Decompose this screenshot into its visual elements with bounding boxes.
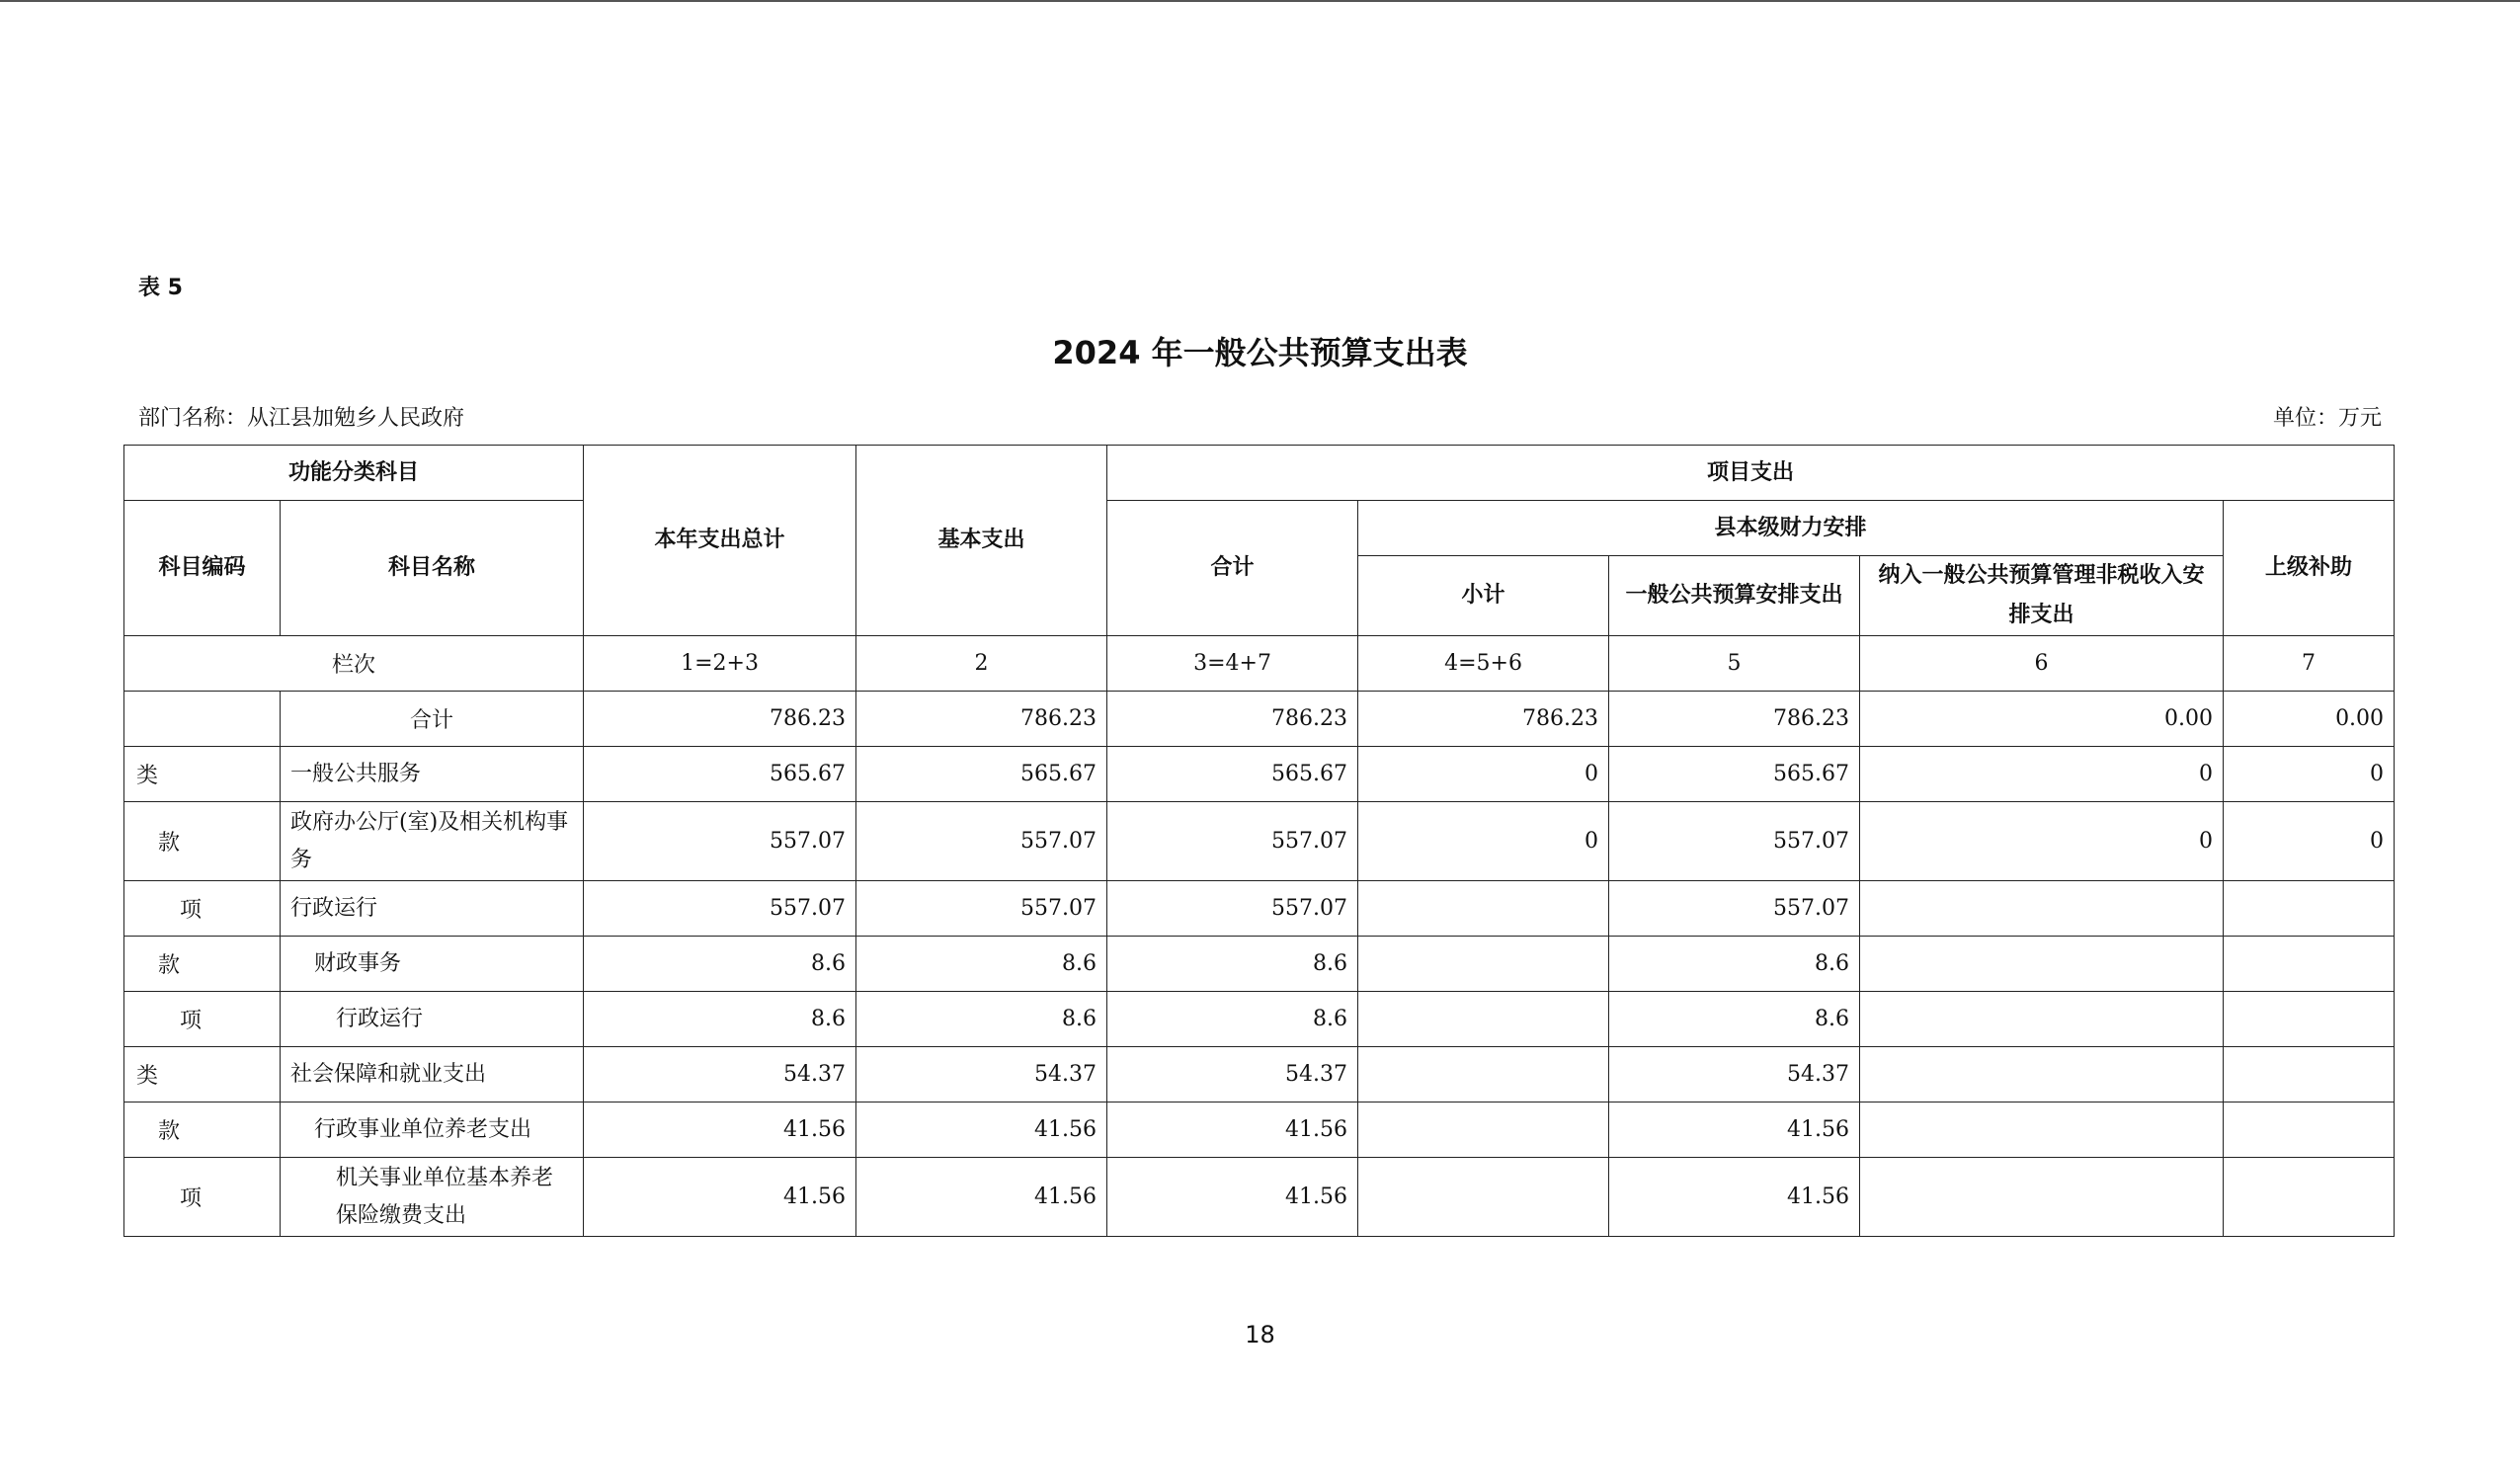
row-basic: 41.56	[856, 1158, 1107, 1237]
row-general: 786.23	[1609, 692, 1860, 747]
row-level: 类	[124, 747, 281, 802]
row-superior	[2224, 1102, 2395, 1158]
row-subtotal	[1358, 992, 1609, 1047]
row-nontax	[1860, 1158, 2224, 1237]
row-subtotal: 786.23	[1358, 692, 1609, 747]
row-total: 565.67	[584, 747, 856, 802]
row-general: 54.37	[1609, 1047, 1860, 1102]
row-nontax	[1860, 937, 2224, 992]
row-total: 41.56	[584, 1102, 856, 1158]
row-superior: 0	[2224, 747, 2395, 802]
header-code: 科目编码	[124, 501, 281, 636]
row-nontax: 0	[1860, 802, 2224, 881]
row-subtotal	[1358, 881, 1609, 937]
column-index-superior: 7	[2224, 636, 2395, 692]
header-project-total: 合计	[1107, 501, 1358, 636]
row-project-total: 8.6	[1107, 937, 1358, 992]
table-label: 表 5	[138, 276, 183, 300]
row-level: 款	[124, 937, 281, 992]
column-index-row	[124, 636, 2395, 692]
row-superior	[2224, 1158, 2395, 1237]
row-level: 项	[124, 1158, 281, 1237]
table-row	[124, 937, 2395, 992]
table-row	[124, 1158, 2395, 1237]
row-superior	[2224, 1047, 2395, 1102]
row-subtotal	[1358, 937, 1609, 992]
row-general: 8.6	[1609, 992, 1860, 1047]
row-superior	[2224, 937, 2395, 992]
row-basic: 41.56	[856, 1102, 1107, 1158]
row-level: 款	[124, 1102, 281, 1158]
row-level: 项	[124, 881, 281, 937]
row-level: 类	[124, 1047, 281, 1102]
table-row	[124, 1102, 2395, 1158]
row-level	[124, 692, 281, 747]
row-general: 565.67	[1609, 747, 1860, 802]
row-total: 54.37	[584, 1047, 856, 1102]
row-subtotal	[1358, 1102, 1609, 1158]
row-total: 786.23	[584, 692, 856, 747]
unit-label: 单位：万元	[2272, 406, 2382, 431]
page-number: 18	[1245, 1321, 1275, 1348]
row-basic: 565.67	[856, 747, 1107, 802]
row-name: 行政运行	[281, 992, 584, 1047]
row-total: 557.07	[584, 802, 856, 881]
row-name: 社会保障和就业支出	[281, 1047, 584, 1102]
page-title: 2024 年一般公共预算支出表	[1052, 334, 1468, 371]
row-basic: 8.6	[856, 992, 1107, 1047]
row-nontax: 0.00	[1860, 692, 2224, 747]
row-general: 557.07	[1609, 802, 1860, 881]
header-subtotal: 小计	[1358, 556, 1609, 636]
row-superior: 0.00	[2224, 692, 2395, 747]
header-superior: 上级补助	[2224, 501, 2395, 636]
row-total: 41.56	[584, 1158, 856, 1237]
row-name: 行政运行	[281, 881, 584, 937]
row-nontax: 0	[1860, 747, 2224, 802]
row-nontax	[1860, 1102, 2224, 1158]
row-total: 8.6	[584, 992, 856, 1047]
header-total: 本年支出总计	[584, 446, 856, 636]
table-row	[124, 692, 2395, 747]
row-name: 财政事务	[281, 937, 584, 992]
row-level: 项	[124, 992, 281, 1047]
row-name: 行政事业单位养老支出	[281, 1102, 584, 1158]
row-project-total: 557.07	[1107, 881, 1358, 937]
row-name: 政府办公厅(室)及相关机构事务	[281, 802, 584, 881]
row-subtotal	[1358, 1047, 1609, 1102]
row-superior	[2224, 881, 2395, 937]
department-name: 部门名称：从江县加勉乡人民政府	[138, 406, 465, 431]
row-project-total: 786.23	[1107, 692, 1358, 747]
header-basic: 基本支出	[856, 446, 1107, 636]
row-nontax	[1860, 992, 2224, 1047]
row-level: 款	[124, 802, 281, 881]
header-name: 科目名称	[281, 501, 584, 636]
row-basic: 557.07	[856, 802, 1107, 881]
column-index-project-total: 3=4+7	[1107, 636, 1358, 692]
header-project: 项目支出	[1107, 446, 2395, 501]
row-subtotal	[1358, 1158, 1609, 1237]
row-name: 机关事业单位基本养老保险缴费支出	[281, 1158, 584, 1237]
table-row	[124, 747, 2395, 802]
header-func-class: 功能分类科目	[124, 446, 584, 501]
row-general: 41.56	[1609, 1102, 1860, 1158]
row-general: 557.07	[1609, 881, 1860, 937]
row-name: 合计	[281, 692, 584, 747]
table-row	[124, 802, 2395, 881]
column-index-general: 5	[1609, 636, 1860, 692]
header-general: 一般公共预算安排支出	[1609, 556, 1860, 636]
column-index-subtotal: 4=5+6	[1358, 636, 1609, 692]
column-index-label: 栏次	[124, 636, 584, 692]
row-project-total: 557.07	[1107, 802, 1358, 881]
row-project-total: 565.67	[1107, 747, 1358, 802]
column-index-basic: 2	[856, 636, 1107, 692]
row-basic: 786.23	[856, 692, 1107, 747]
row-basic: 557.07	[856, 881, 1107, 937]
table-row	[124, 992, 2395, 1047]
row-total: 557.07	[584, 881, 856, 937]
top-border-line	[0, 0, 2520, 2]
header-county: 县本级财力安排	[1358, 501, 2224, 556]
row-superior: 0	[2224, 802, 2395, 881]
header-nontax: 纳入一般公共预算管理非税收入安排支出	[1860, 556, 2224, 636]
row-nontax	[1860, 881, 2224, 937]
row-name: 一般公共服务	[281, 747, 584, 802]
row-project-total: 8.6	[1107, 992, 1358, 1047]
row-nontax	[1860, 1047, 2224, 1102]
row-project-total: 54.37	[1107, 1047, 1358, 1102]
row-subtotal: 0	[1358, 747, 1609, 802]
row-basic: 8.6	[856, 937, 1107, 992]
table-row	[124, 1047, 2395, 1102]
table-row	[124, 881, 2395, 937]
row-basic: 54.37	[856, 1047, 1107, 1102]
budget-table	[123, 445, 2395, 1237]
column-index-total: 1=2+3	[584, 636, 856, 692]
row-project-total: 41.56	[1107, 1158, 1358, 1237]
row-general: 41.56	[1609, 1158, 1860, 1237]
row-superior	[2224, 992, 2395, 1047]
row-general: 8.6	[1609, 937, 1860, 992]
row-subtotal: 0	[1358, 802, 1609, 881]
column-index-nontax: 6	[1860, 636, 2224, 692]
row-project-total: 41.56	[1107, 1102, 1358, 1158]
row-total: 8.6	[584, 937, 856, 992]
